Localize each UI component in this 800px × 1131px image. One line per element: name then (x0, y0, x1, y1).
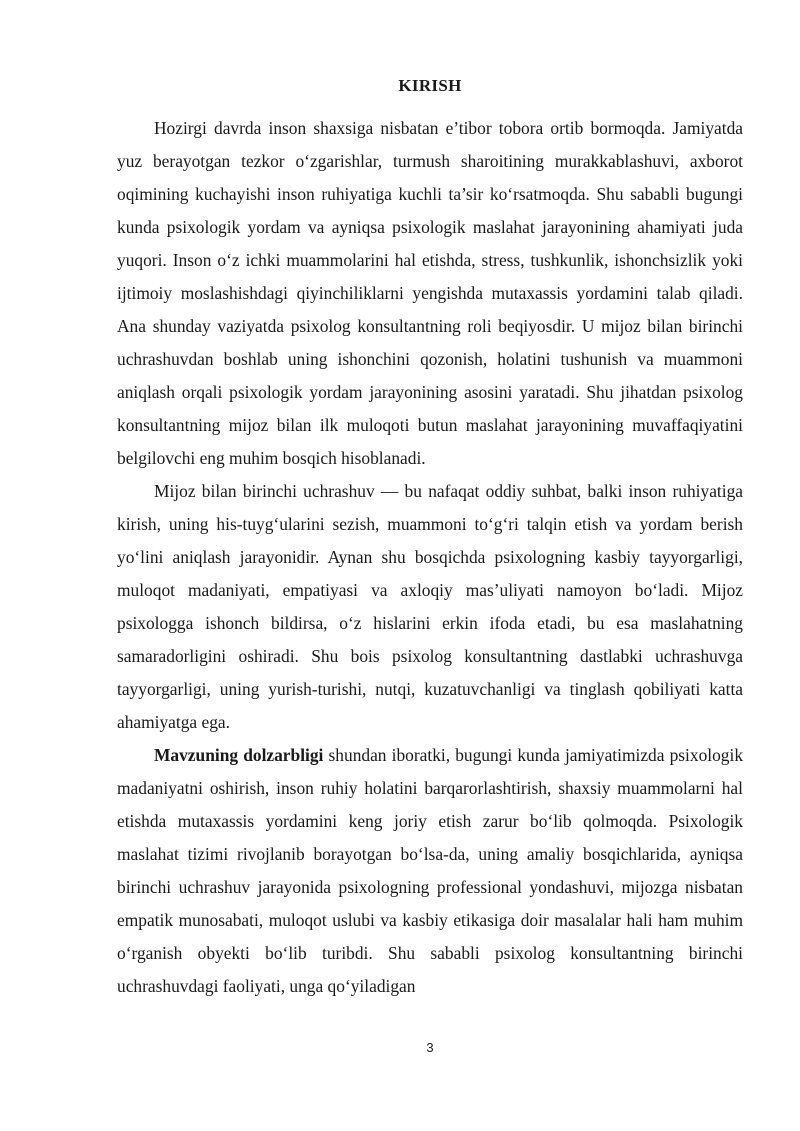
page-number: 3 (426, 1040, 434, 1055)
paragraph-3-text: shundan iboratki, bugungi kunda jamiyatimizda psixologik madaniyatni oshirish, inson ruhiy holatini barqarorlashtirish, shaxsiy muammolarni hal etishda mutaxassis yordamini keng joriy etish zarur bo‘lib qolmoqda. Psixologik maslahat tizimi rivojlanib borayotgan bo‘lsa-da, uning amaliy bosqichlarida, ayniqsa birinchi uchrashuv jarayonida psixologning professional yondashuvi, mijozga nisbatan empatik munosabati, muloqot uslubi va kasbiy etikasiga doir masalalar hali ham muhim o‘rganish obyekti bo‘lib turibdi. Shu sababli psixolog konsultantning birinchi uchrashuvdagi faoliyati, unga qo‘yiladigan (117, 745, 744, 996)
paragraph-3 (117, 739, 743, 1003)
paragraph-2: Mijoz bilan birinchi uchrashuv — bu nafaqat oddiy suhbat, balki inson ruhiyatiga kirish, uning his-tuyg‘ularini sezish, muammoni to‘g‘ri talqin etish va yordam berish yo‘lini aniqlash jarayonidir. Aynan shu bosqichda psixologning kasbiy tayyorgarligi, muloqot madaniyati, empatiyasi va axloqiy mas’uliyati namoyon bo‘ladi. Mijoz psixologga ishonch bildirsa, o‘z hislarini erkin ifoda etadi, bu esa maslahatning samaradorligini oshiradi. Shu bois psixolog konsultantning dastlabki uchrashuvga tayyorgarligi, uning yurish-turishi, nutqi, kuzatuvchanligi va tinglash qobiliyati katta ahamiyatga ega. (117, 481, 743, 732)
section-heading: KIRISH (398, 76, 462, 95)
paragraph-bold-lead: Mavzuning dolzarbligi (154, 745, 324, 765)
body-text (117, 112, 743, 1003)
paragraph-1: Hozirgi davrda inson shaxsiga nisbatan e’tibor tobora ortib bormoqda. Jamiyatda yuz berayotgan tezkor o‘zgarishlar, turmush sharoitining murakkablashuvi, axborot oqimining kuchayishi inson ruhiyatiga kuchli ta’sir ko‘rsatmoqda. Shu sababli bugungi kunda psixologik yordam va ayniqsa psixologik maslahat jarayonining ahamiyati juda yuqori. Inson o‘z ichki muammolarini hal etishda, stress, tushkunlik, ishonchsizlik yoki ijtimoiy moslashishdagi qiyinchiliklarni yengishda mutaxassis yordamini talab qiladi. Ana shunday vaziyatda psixolog konsultantning roli beqiyosdir. U mijoz bilan birinchi uchrashuvdan boshlab uning ishonchini qozonish, holatini tushunish va muammoni aniqlash orqali psixologik yordam jarayonining asosini yaratadi. Shu jihatdan psixolog konsultantning mijoz bilan ilk muloqoti butun maslahat jarayonining muvaffaqiyatini belgilovchi eng muhim bosqich hisoblanadi. (117, 118, 743, 468)
document-page (117, 0, 743, 1131)
